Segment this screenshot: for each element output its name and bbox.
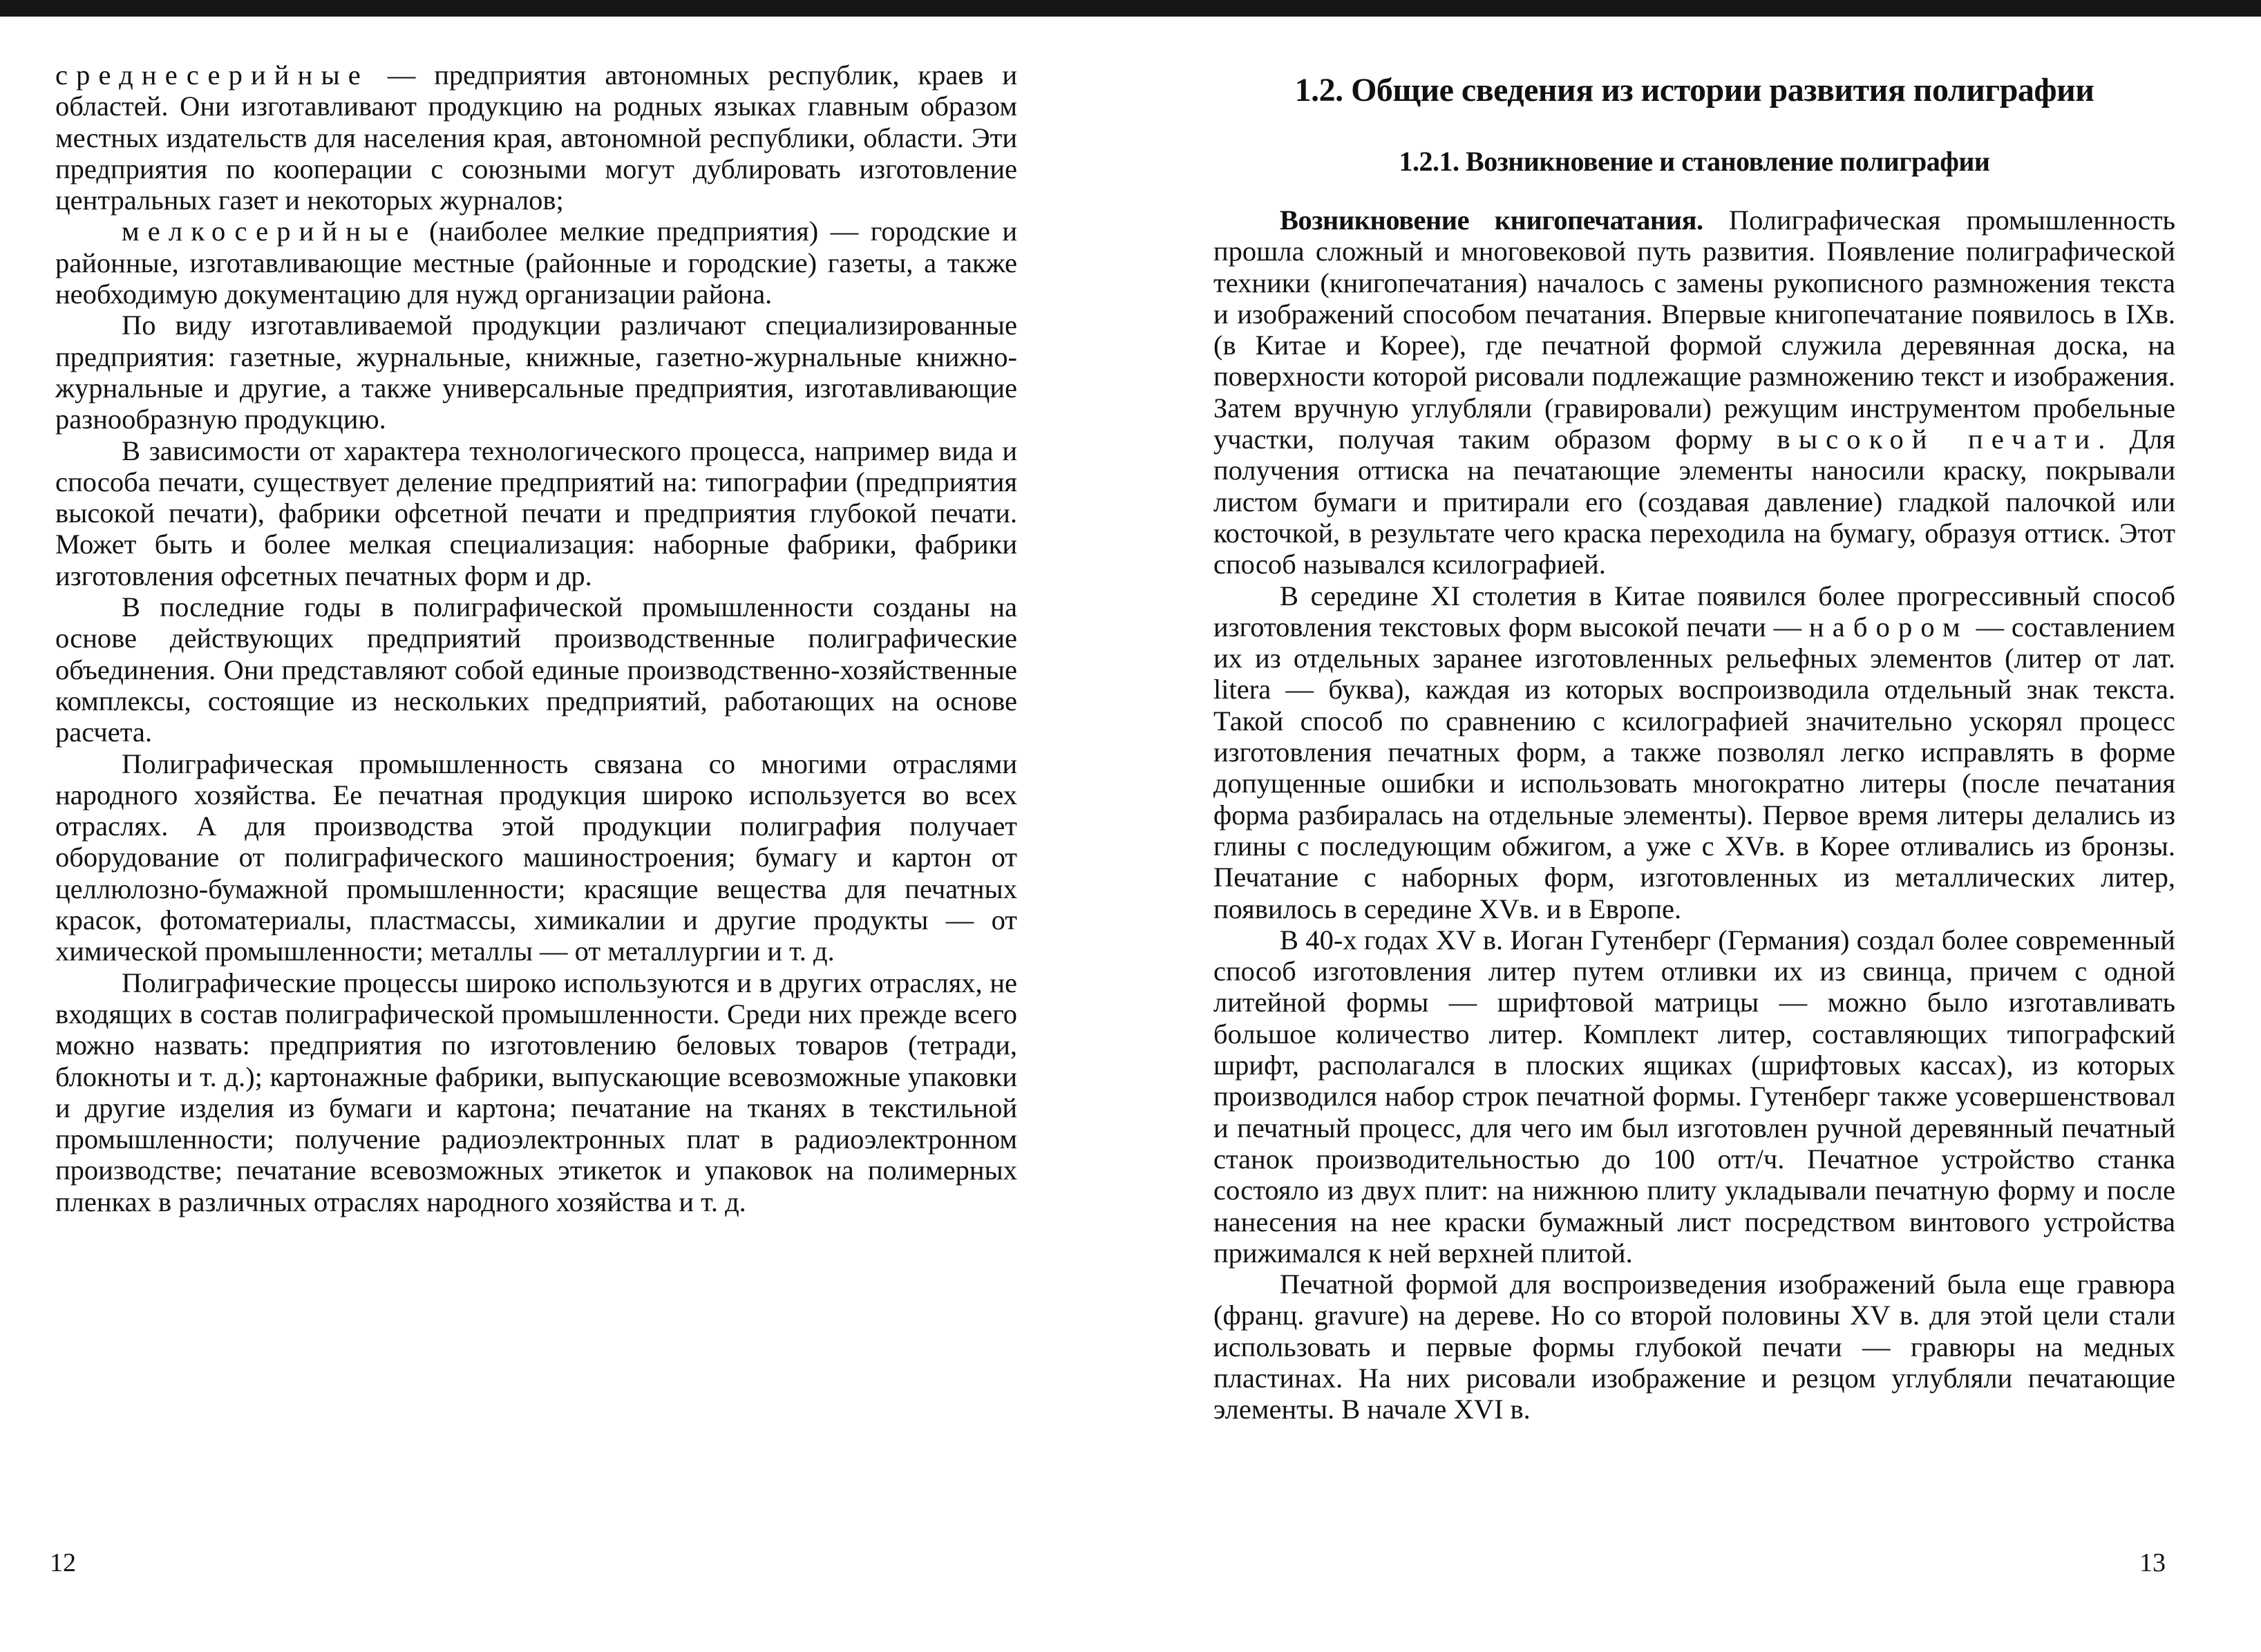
paragraph-small-series bbox=[55, 216, 1017, 310]
paragraph-typesetting bbox=[1213, 580, 2175, 924]
paragraph-industry-links: Полиграфическая промышленность связана со многими отраслями народного хозяйства. Ее печатная продукция широко используется во всех отраслях. А для производства этой продукции полиграфия получает оборудование от полиграфического машиностроения; бумагу и картон от целлюлозно-бумажной промышленности; красящие вещества для печатных красок, фотоматериалы, пластмассы, химикалии и другие продукты — от химической промышленности; металлы — от металлургии и т. д. bbox=[55, 748, 1017, 967]
paragraph-text: . Для получения оттиска на печатающие элементы наносили краску, покрывали листом бумаги и притирали его (создавая давление) гладкой палочкой или косточкой, в результате чего краска переходила на бумагу, образуя оттиск. Этот способ назывался ксилографией. bbox=[1213, 424, 2175, 580]
right-page bbox=[1213, 59, 2175, 1425]
paragraph-text: — предприятия автономных республик, краев и областей. Они изготавливают продукцию на родных языках главным образом местных издательств для населения края, автономной республики, области. Эти предприятия по кооперации с союзными могут дублировать изготовление центральных газет и некоторых журналов; bbox=[55, 59, 1017, 216]
paragraph-text: (наиболее мелкие предприятия) — городские и районные, изготавливающие местные (районные и городские) газеты, а также необходимую документацию для нужд организации района. bbox=[55, 216, 1017, 310]
page-number-left: 12 bbox=[50, 1548, 76, 1577]
paragraph-origin-printing bbox=[1213, 205, 2175, 580]
paragraph-other-sectors: Полиграфические процессы широко используются и в других отраслях, не входящих в состав полиграфической промышленности. Среди них прежде всего можно назвать: предприятия по изготовлению беловых товаров (тетради, блокноты и т. д.); картонажные фабрики, выпускающие всевозможные упаковки и другие изделия из бумаги и картона; печатание на тканях в текстильной промышленности; получение радиоэлектронных плат в радиоэлектронном производстве; печатание всевозможных этикеток и упаковок на полимерных пленках в различных отраслях народного хозяйства и т. д. bbox=[55, 967, 1017, 1217]
paragraph-text: Полиграфическая промышленность прошла сложный и многовековой путь развития. Появление полиграфической техники (книгопечатания) началось с замены рукописного размножения текста и изображений способом печатания. Впервые книгопечатание появилось в IXв. (в Китае и Корее), где печатной формой служила деревянная доска, на поверхности которой рисовали подлежащие размножению текст и изображения. Затем вручную углубляли (гравировали) режущим инструментом пробельные участки, получая таким образом форму bbox=[1213, 205, 2175, 455]
section-heading: 1.2. Общие сведения из истории развития полиграфии bbox=[1294, 72, 2094, 108]
paragraph-engraving: Печатной формой для воспроизведения изображений была еще гравюра (франц. gravure) на дереве. Но со второй половины XV в. для этой цели стали использовать и первые формы глубокой печати — гравюры на медных пластинах. На них рисовали изображение и резцом углубляли печатающие элементы. В начале XVI в. bbox=[1213, 1269, 2175, 1425]
paragraph-process-types: В зависимости от характера технологического процесса, например вида и способа печати, существует деление предприятий на: типографии (предприятия высокой печати), фабрики офсетной печати и предприятия глубокой печати. Может быть и более мелкая специализация: наборные фабрики, фабрики изготовления офсетных печатных форм и др. bbox=[55, 435, 1017, 591]
term-small-series: мелкосерийные bbox=[122, 216, 417, 247]
paragraph-product-types: По виду изготавливаемой продукции различают специализированные предприятия: газетные, журнальные, книжные, газетно-журнальные книжно-журнальные и другие, а также универсальные предприятия, изготавливающие разнообразную продукцию. bbox=[55, 310, 1017, 435]
term-typesetting: набором bbox=[1808, 611, 1969, 643]
paragraph-gutenberg: В 40-х годах XV в. Иоган Гутенберг (Германия) создал более современный способ изготовления литер путем отливки их из свинца, причем с одной литейной формы — шрифтовой матрицы — можно было изготавливать большое количество литер. Комплект литер, составляющих типографский шрифт, располагался в плоских ящиках (шрифтовых кассах), из которых производился набор строк печатной формы. Гутенберг также усовершенствовал и печатный процесс, для чего им был изготовлен ручной деревянный печатный станок производительностью до 100 отт/ч. Печатное устройство станка состояло из двух плит: на нижнюю плиту укладывали печатную форму и после нанесения на нее краски бумажный лист посредством винтового устройства прижимался к ней верхней плитой. bbox=[1213, 924, 2175, 1269]
term-medium-series: среднесерийные bbox=[55, 59, 369, 91]
term-relief-printing: высокой печати bbox=[1777, 424, 2099, 455]
scan-top-edge bbox=[0, 0, 2261, 17]
paragraph-text: В середине XI столетия в Китае появился более прогрессивный способ изготовления текстовых форм высокой печати — bbox=[1213, 580, 2175, 643]
paragraph-text: — составлением их из отдельных заранее изготовленных рельефных элементов (литер от лат. litera — буква), каждая из которых воспроизводила отдельный знак текста. Такой способ по сравнению с ксилографией значительно ускорял процесс изготовления печатных форм, а также позволял легко исправлять в форме допущенные ошибки и использовать многократно литеры (после печатания форма разбиралась на отдельные элементы). Первое время литеры делались из глины с последующим обжигом, а уже с XVв. в Корее отливались из бронзы. Печатание с наборных форм, изготовленных из металлических литер, появилось в середине XVв. и в Европе. bbox=[1213, 611, 2175, 924]
paragraph-medium-series bbox=[55, 59, 1017, 216]
paragraph-associations: В последние годы в полиграфической промышленности созданы на основе действующих предприятий производственные полиграфические объединения. Они представляют собой единые производственно-хозяйственные комплексы, состоящие из нескольких предприятий, работающих на основе расчета. bbox=[55, 591, 1017, 748]
run-in-heading: Возникновение книгопечатания. bbox=[1280, 205, 1703, 236]
left-page bbox=[55, 59, 1017, 1217]
page-number-right: 13 bbox=[2139, 1548, 2166, 1577]
subsection-heading: 1.2.1. Возникновение и становление полиграфии bbox=[1399, 146, 1990, 177]
